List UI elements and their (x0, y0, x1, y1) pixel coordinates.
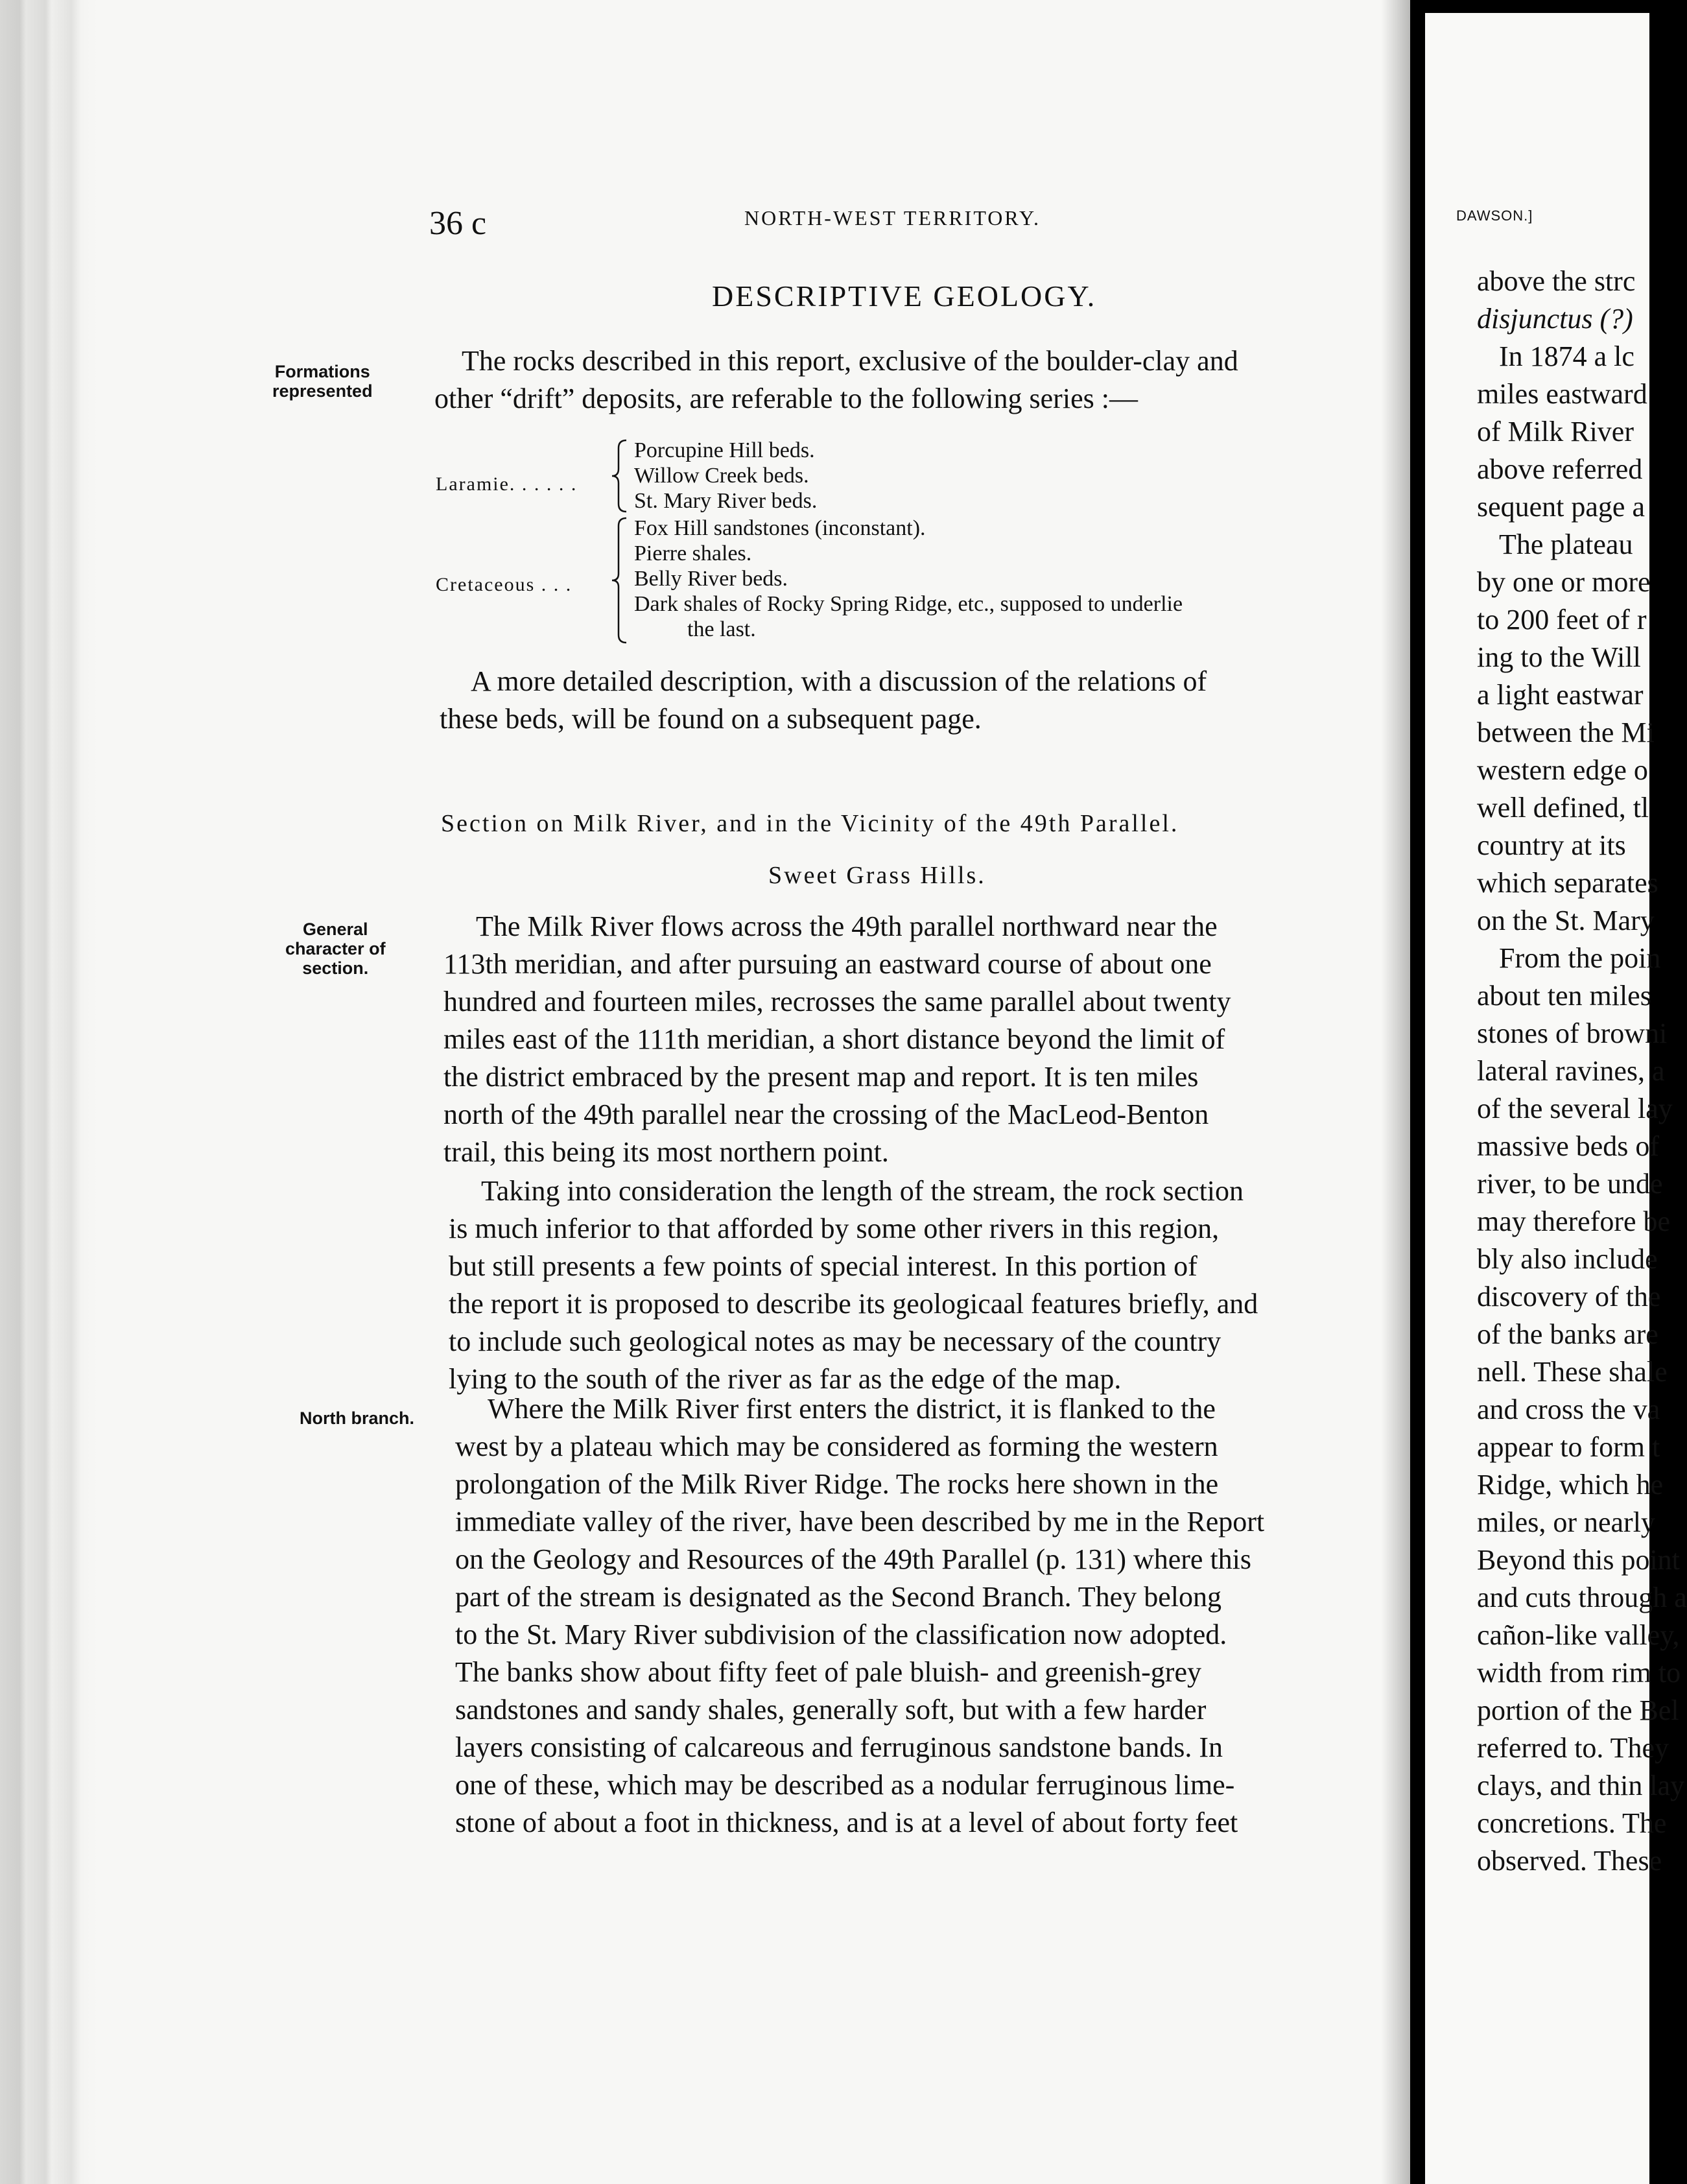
subsection-heading: Section on Milk River, and in the Vicinity of the 49th Parallel. (441, 810, 1179, 837)
section-title: DESCRIPTIVE GEOLOGY. (712, 279, 1097, 313)
sidenote-general: General character of section. (285, 920, 386, 978)
list-item: Dark shales of Rocky Spring Ridge, etc., supposed to underlie (634, 592, 1183, 616)
paragraph-3: Where the Milk River first enters the district, it is flanked to the west by a plateau which may be considered as forming the western prolongation of the Milk River Ridge. The rocks here shown in the immediate valley of the river, have been described by me in the Report on the Geology and Resources of the 49th Parallel (p. 131) where this part of the stream is designated as the Second Branch. They belong to the St. Mary River subdivision of the classification now adopted. The banks show about fifty feet of pale bluish- and greenish-grey sandstones and sandy shales, generally soft, but with a few harder layers consisting of calcareous and ferruginous sandstone bands. In one of these, which may be described as a nodular ferruginous lime- stone of about a foot in thickness, and is at a level of about forty feet (455, 1393, 1265, 1838)
laramie-label: Laramie. . . . . . (436, 473, 578, 495)
brace-laramie (609, 438, 629, 520)
laramie-list (634, 438, 817, 514)
paragraph-1: The Milk River flows across the 49th parallel northward near the 113th meridian, and after pursuing an eastward course of about one hundred and fourteen miles, recrosses the same parallel about twenty miles east of the 111th meridian, a short distance beyond the limit of the district embraced by the present map and report. It is ten miles north of the 49th parallel near the crossing of the MacLeod-Benton trail, this being its most northern point. (443, 910, 1231, 1168)
list-item: Porcupine Hill beds. (634, 438, 815, 462)
intro-paragraph: The rocks described in this report, exclusive of the boulder-clay and other “drift” deposits, are referable to the following series :— (434, 345, 1238, 414)
cretaceous-list (634, 516, 1183, 642)
page-number: 36 c (429, 205, 487, 242)
list-item: Pierre shales. (634, 541, 752, 565)
gutter-shadow (1381, 0, 1410, 2184)
list-item: Fox Hill sandstones (inconstant). (634, 516, 926, 540)
sidenote-north-branch: North branch. (300, 1408, 415, 1428)
sub-heading: Sweet Grass Hills. (768, 862, 986, 889)
list-item: St. Mary River beds. (634, 489, 818, 513)
paragraph-2: Taking into consideration the length of the stream, the rock section is much inferior to that afforded by some other rivers in this region, but still presents a few points of special interest. In this portion of the report it is proposed to describe its geologicaal features briefly, and to include such geological notes as may be necessary of the country lying to the south of the river as far as the edge of the map. (449, 1175, 1258, 1395)
right-running-head: DAWSON.] (1456, 208, 1533, 224)
running-head: NORTH-WEST TERRITORY. (744, 206, 1041, 230)
right-page-text: above the strc disjunctus (?) In 1874 a lc miles eastward of Milk River above referred sequent page a The plateau by one or more to 200 feet of r ing to the Will a light eastwar between the Mi western edge o well defined, tl country at its which separates on the St. Mary From the poin about ten miles stones of browni lateral ravines, a of the several lay massive beds of river, to be unde may therefore be bly also include discovery of the of the banks are nell. These shale and cross the va appear to form t Ridge, which he miles, or nearly Beyond this point and cuts through a cañon-like valley, width from rim to portion of the Bel referred to. They clays, and thin lay concretions. The observed. These (1477, 265, 1687, 1877)
cretaceous-label: Cretaceous . . . (436, 574, 572, 595)
right-page (1425, 13, 1687, 2184)
sidenote-formations: Formations represented (272, 362, 373, 401)
page-edges (0, 0, 97, 2184)
list-item: Willow Creek beds. (634, 464, 809, 488)
list-item: Belly River beds. (634, 567, 788, 591)
list-item: the last. (687, 617, 756, 641)
detail-paragraph: A more detailed description, with a discussion of the relations of these beds, will be found on a subsequent page. (440, 665, 1207, 735)
brace-cretaceous (609, 516, 629, 651)
